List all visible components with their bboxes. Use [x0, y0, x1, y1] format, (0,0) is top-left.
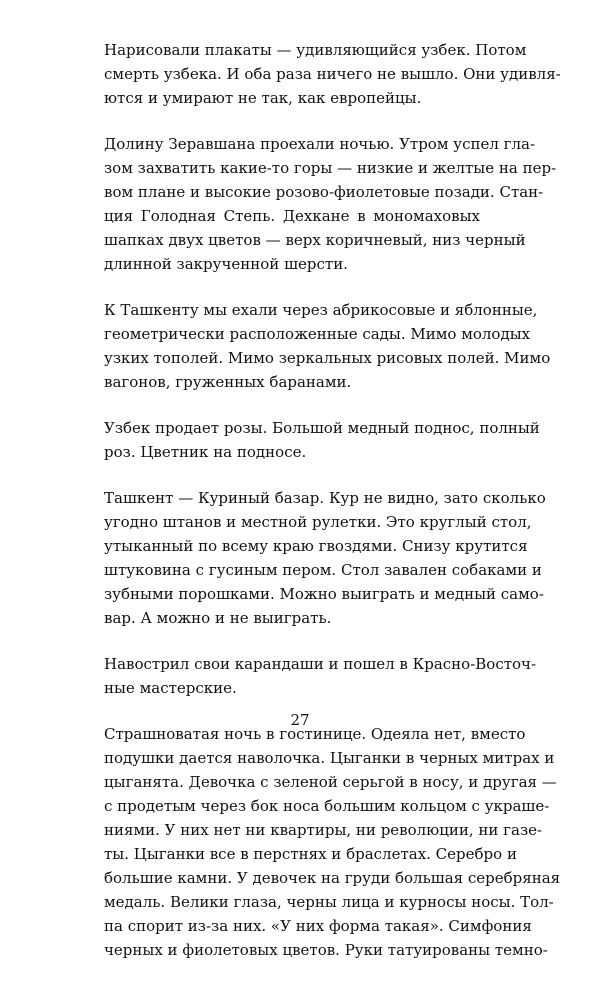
paragraph	[104, 652, 537, 700]
text-line: угодно штанов и местной рулетки. Это круглый стол,	[104, 513, 532, 531]
text-line: ты. Цыганки все в перстнях и браслетах. Серебро и	[104, 845, 517, 863]
text-line: вом плане и высокие розово-фиолетовые позади. Стан-	[104, 183, 544, 201]
text-line: Страшноватая ночь в гостинице. Одеяла нет, вместо	[104, 725, 526, 743]
text-line: ются и умирают не так, как европейцы.	[104, 89, 422, 107]
text-line: медаль. Велики глаза, черны лица и курносы носы. Тол-	[104, 893, 554, 911]
text-line: ные мастерские.	[104, 679, 237, 697]
paragraph	[104, 416, 540, 464]
text-line: зом захватить какие-то горы — низкие и желтые на пер-	[104, 159, 557, 177]
text-line: цыганята. Девочка с зеленой серьгой в носу, и другая —	[104, 773, 557, 791]
text-line: смерть узбека. И оба раза ничего не вышло. Они удивля-	[104, 65, 561, 83]
text-line: геометрически расположенные сады. Мимо молодых	[104, 325, 531, 343]
text-line: роз. Цветник на подносе.	[104, 443, 307, 461]
text-line: К Ташкенту мы ехали через абрикосовые и яблонные,	[104, 301, 538, 319]
text-line: подушки дается наволочка. Цыганки в черных митрах и	[104, 749, 555, 767]
text-line: узких тополей. Мимо зеркальных рисовых полей. Мимо	[104, 349, 551, 367]
text-line: с продетым через бок носа большим кольцом с украше-	[104, 797, 550, 815]
text-line: длинной закрученной шерсти.	[104, 255, 348, 273]
text-line: вагонов, груженных баранами.	[104, 373, 352, 391]
text-line: Навострил свои карандаши и пошел в Красно-Восточ-	[104, 655, 537, 673]
paragraph	[104, 486, 546, 630]
text-line: зубными порошками. Можно выиграть и медный само-	[104, 585, 544, 603]
text-line: Ташкент — Куриный базар. Кур не видно, зато сколько	[104, 489, 546, 507]
page-number: 27	[290, 711, 310, 729]
paragraph	[104, 132, 557, 276]
text-column	[104, 38, 561, 984]
text-line: вар. А можно и не выиграть.	[104, 609, 332, 627]
text-line: па спорит из-за них. «У них форма такая». Симфония	[104, 917, 532, 935]
paragraph	[104, 722, 561, 962]
text-line: ция Голодная Степь. Дехкане в мономаховых	[104, 207, 480, 225]
text-line: Нарисовали плакаты — удивляющийся узбек. Потом	[104, 41, 527, 59]
text-line: черных и фиолетовых цветов. Руки татуированы темно-	[104, 941, 548, 959]
text-line: штуковина с гусиным пером. Стол завален собаками и	[104, 561, 542, 579]
text-line: ниями. У них нет ни квартиры, ни революции, ни газе-	[104, 821, 543, 839]
text-line: шапках двух цветов — верх коричневый, низ черный	[104, 231, 526, 249]
text-line: утыканный по всему краю гвоздями. Снизу крутится	[104, 537, 528, 555]
text-line: Узбек продает розы. Большой медный поднос, полный	[104, 419, 540, 437]
paragraph	[104, 38, 561, 110]
text-line: большие камни. У девочек на груди большая серебряная	[104, 869, 561, 887]
paragraph	[104, 298, 551, 394]
text-line: Долину Зеравшана проехали ночью. Утром успел гла-	[104, 135, 536, 153]
